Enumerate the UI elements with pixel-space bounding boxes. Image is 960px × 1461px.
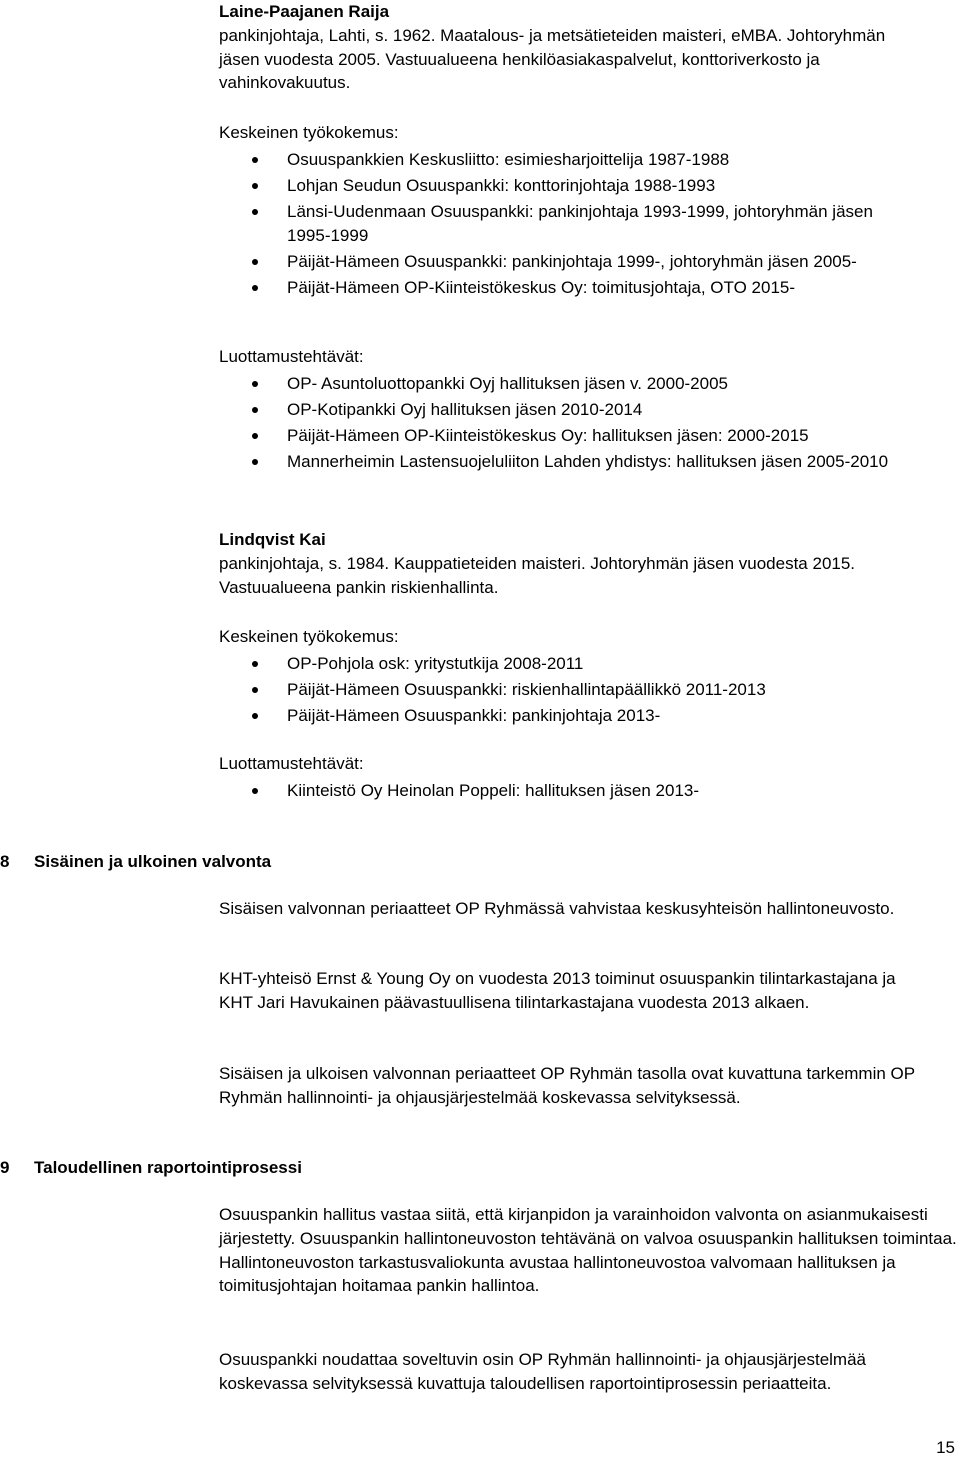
section-title: Sisäinen ja ulkoinen valvonta: [34, 852, 272, 871]
section-number: 9: [0, 1158, 10, 1177]
list-item: Päijät-Hämeen Osuuspankki: pankinjohtaja 2013-: [219, 704, 949, 728]
list-item: OP-Pohjola osk: yritystutkija 2008-2011: [219, 652, 949, 676]
section8-body: [219, 897, 949, 921]
section8-body: [219, 967, 949, 1015]
list-item: Päijät-Hämeen OP-Kiinteistökeskus Oy: toimitusjohtaja, OTO 2015-: [219, 276, 889, 300]
list-item: Länsi-Uudenmaan Osuuspankki: pankinjohtaja 1993-1999, johtoryhmän jäsen 1995-1999: [219, 200, 889, 248]
experience-list: [219, 652, 949, 728]
list-item: OP- Asuntoluottopankki Oyj hallituksen jäsen v. 2000-2005: [219, 372, 959, 396]
person1-trust-section: [219, 345, 949, 476]
paragraph: Sisäisen ja ulkoisen valvonnan periaatteet OP Ryhmän tasolla ovat kuvattuna tarkemmin OP Ryhmän hallinnointi- ja ohjausjärjestelmää koskevassa selvityksessä.: [219, 1064, 915, 1107]
paragraph: Sisäisen valvonnan periaatteet OP Ryhmässä vahvistaa keskusyhteisön hallintoneuvosto.: [219, 899, 895, 918]
person-bio: pankinjohtaja, s. 1984. Kauppatieteiden maisteri. Johtoryhmän jäsen vuodesta 2015. Vastuualueena pankin riskienhallinta.: [219, 553, 856, 597]
section-heading-8: [0, 850, 271, 874]
list-item: Mannerheimin Lastensuojeluliiton Lahden yhdistys: hallituksen jäsen 2005-2010: [219, 450, 947, 474]
trust-label: Luottamustehtävät:: [219, 347, 364, 366]
list-item: Päijät-Hämeen Osuuspankki: riskienhallintapäällikkö 2011-2013: [219, 678, 949, 702]
experience-label: Keskeinen työkokemus:: [219, 123, 399, 142]
list-item: Lohjan Seudun Osuuspankki: konttorinjohtaja 1988-1993: [219, 174, 889, 198]
paragraph: Osuuspankki noudattaa soveltuvin osin OP Ryhmän hallinnointi- ja ohjausjärjestelmää koskevassa selvityksessä kuvattuja taloudellisen raportointiprosessin periaatteita.: [219, 1350, 866, 1393]
section8-body: [219, 1062, 949, 1110]
list-item: Kiinteistö Oy Heinolan Poppeli: hallituksen jäsen 2013-: [219, 779, 949, 803]
paragraph: Osuuspankin hallitus vastaa siitä, että kirjanpidon ja varainhoidon valvonta on asianmukaisesti järjestetty. Osuuspankin hallintoneuvoston tehtävänä on valvoa osuuspankin hallituksen toimintaa. Hallintoneuvoston tarkastusvaliokunta avustaa hallintoneuvostoa valvomaan hallituksen ja toimitusjohtajan hoitamaa pankin hallintoa.: [219, 1205, 957, 1296]
experience-label: Keskeinen työkokemus:: [219, 627, 399, 646]
trust-list: [219, 372, 959, 474]
person-entry-lindqvist: [219, 528, 949, 599]
person2-trust-section: [219, 752, 949, 805]
section9-body: [219, 1348, 949, 1396]
person-bio: pankinjohtaja, Lahti, s. 1962. Maatalous- ja metsätieteiden maisteri, eMBA. Johtoryhmän jäsen vuodesta 2005. Vastuualueena henkilöasiakaspalvelut, konttoriverkosto ja vahinkovakuutus.: [219, 25, 886, 93]
person-name: Laine-Paajanen Raija: [219, 2, 390, 21]
experience-list: [219, 148, 889, 300]
person-entry-laine-paajanen: [219, 0, 949, 95]
trust-label: Luottamustehtävät:: [219, 754, 364, 773]
list-item: OP-Kotipankki Oyj hallituksen jäsen 2010-2014: [219, 398, 959, 422]
page-number: 15: [936, 1438, 955, 1457]
list-item: Päijät-Hämeen Osuuspankki: pankinjohtaja 1999-, johtoryhmän jäsen 2005-: [219, 250, 889, 274]
section-title: Taloudellinen raportointiprosessi: [34, 1158, 302, 1177]
list-item: Osuuspankkien Keskusliitto: esimiesharjoittelija 1987-1988: [219, 148, 889, 172]
trust-list: [219, 779, 949, 803]
section9-body: [219, 1203, 957, 1298]
section-heading-9: [0, 1156, 302, 1180]
list-item: Päijät-Hämeen OP-Kiinteistökeskus Oy: hallituksen jäsen: 2000-2015: [219, 424, 959, 448]
person1-experience-section: [219, 121, 949, 302]
paragraph: KHT-yhteisö Ernst & Young Oy on vuodesta 2013 toiminut osuuspankin tilintarkastajana ja KHT Jari Havukainen päävastuullisena tilintarkastajana vuodesta 2013 alkaen.: [219, 969, 896, 1012]
person-name: Lindqvist Kai: [219, 530, 326, 549]
section-number: 8: [0, 852, 10, 871]
person2-experience-section: [219, 625, 949, 730]
